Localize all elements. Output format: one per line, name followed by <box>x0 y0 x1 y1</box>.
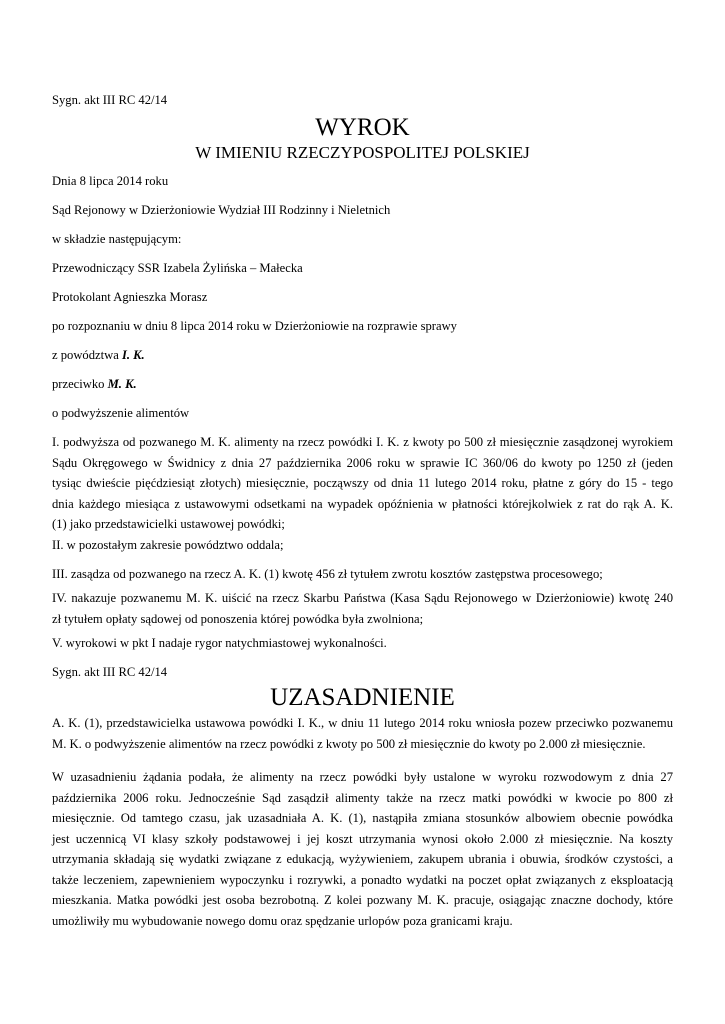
verdict-point-1-line: I. podwyższa od pozwanego M. K. alimenty na rzecz powódki I. K. z kwoty po 500 zł miesięcznie zasądzonej wyrokiem <box>52 435 673 449</box>
case-signature-top: Sygn. akt III RC 42/14 <box>52 93 168 107</box>
defendant-name: M. K. <box>107 377 137 391</box>
verdict-point-4-line: zł tytułem opłaty sądowej od ponoszenia której powódka była zwolniona; <box>52 611 424 626</box>
verdict-point-4-line: IV. nakazuje pozwanemu M. K. uiścić na rzecz Skarbu Państwa (Kasa Sądu Rejonowego w Dzierżoniowie) kwotę 240 <box>52 591 673 605</box>
case-subject: o podwyższenie alimentów <box>52 406 190 420</box>
court-name: Sąd Rejonowy w Dzierżoniowie Wydział III Rodzinny i Nieletnich <box>52 203 391 217</box>
verdict-point-4 <box>52 588 673 629</box>
plaintiff-prefix: z powództwa <box>52 348 122 362</box>
justification-paragraph-1-line: M. K. o podwyższenie alimentów na rzecz powódki z kwoty po 500 zł miesięcznie do kwoty po 2.000 zł miesięcznie. <box>52 736 646 751</box>
verdict-date: Dnia 8 lipca 2014 roku <box>52 174 169 188</box>
document-subtitle: W IMIENIU RZECZYPOSPOLITEJ POLSKIEJ <box>195 143 530 162</box>
verdict-point-5: V. wyrokowi w pkt I nadaje rygor natychmiastowej wykonalności. <box>52 636 387 650</box>
justification-paragraph-2-line: mieszkania. Matka powódki jest osoba bezrobotną. Z kolei pozwany M. K. pracuje, osiągając znaczne dochody, które <box>52 893 673 907</box>
justification-paragraph-2-line: utrzymania składają się wydatki związane z edukacją, wyżywieniem, zakupem ubrania i obuwia, środków czystości, a <box>52 852 673 866</box>
defendant-line <box>52 376 137 393</box>
court-clerk: Protokolant Agnieszka Morasz <box>52 290 208 304</box>
justification-title: UZASADNIENIE <box>270 684 455 711</box>
verdict-point-1 <box>52 432 673 535</box>
hearing-info: po rozpoznaniu w dniu 8 lipca 2014 roku w Dzierżoniowie na rozprawie sprawy <box>52 319 457 333</box>
justification-paragraph-2-line: umożliwiły mu wybudowanie nowego domu oraz spędzanie urlopów poza granicami kraju. <box>52 913 513 928</box>
plaintiff-name: I. K. <box>121 348 145 362</box>
verdict-point-1-line: dnia każdego miesiąca z ustawowymi odsetkami na wypadek opóźnienia w płatności którejkolwiek z rat do rąk A. K. <box>52 496 673 511</box>
justification-paragraph-2-line: także leczeniem, zapewnieniem wypoczynku i rozrywki, a ponadto wydatki na poczet opłat związanych z eksploatacją <box>52 872 673 887</box>
defendant-prefix: przeciwko <box>52 377 108 391</box>
verdict-point-1-line: Sądu Okręgowego w Świdnicy z dnia 27 października 2006 roku w sprawie IC 360/06 do kwoty po 1250 zł (jeden <box>52 455 673 470</box>
verdict-point-3: III. zasądza od pozwanego na rzecz A. K. (1) kwotę 456 zł tytułem zwrotu kosztów zastępstwa procesowego; <box>52 567 603 581</box>
plaintiff-line <box>52 347 145 364</box>
verdict-point-2: II. w pozostałym zakresie powództwo oddala; <box>52 538 284 552</box>
justification-paragraph-1-line: A. K. (1), przedstawicielka ustawowa powódki I. K., w dniu 11 lutego 2014 roku wniosła pozew przeciwko pozwanemu <box>52 716 673 730</box>
verdict-point-1-line: tysiąc dwieście pięćdziesiąt złotych) miesięcznie, począwszy od dnia 11 lutego 2014 roku, płatne z góry do 15 - tego <box>52 476 673 490</box>
justification-paragraph-2-line: jest uczennicą VI klasy szkoły podstawowej i jej koszt utrzymania wynosi około 2.000 zł miesięcznie. Na koszty <box>52 831 673 846</box>
justification-paragraph-2-line: W uzasadnieniu żądania podała, że alimenty na rzecz powódki były ustalone w wyroku rozwodowym z dnia 27 <box>52 770 673 784</box>
composition-label: w składzie następującym: <box>52 232 182 246</box>
justification-paragraph-2-line: października 2006 roku. Jednocześnie Sąd zasądził alimenty także na rzecz matki powódki w kwocie po 800 zł <box>52 790 673 805</box>
document-title: WYROK <box>315 114 410 141</box>
case-signature-justification: Sygn. akt III RC 42/14 <box>52 665 168 679</box>
verdict-point-1-line: (1) jako przedstawicielki ustawowej powódki; <box>52 517 285 531</box>
justification-paragraph-1 <box>52 713 673 754</box>
justification-paragraph-2 <box>52 767 673 931</box>
justification-paragraph-2-line: miesięcznie. Od tamtego czasu, jak uzasadniała A. K. (1), nastąpiła zmiana stosunków albowiem obecnie powódka <box>52 811 673 825</box>
presiding-judge: Przewodniczący SSR Izabela Żylińska – Małecka <box>52 261 303 275</box>
